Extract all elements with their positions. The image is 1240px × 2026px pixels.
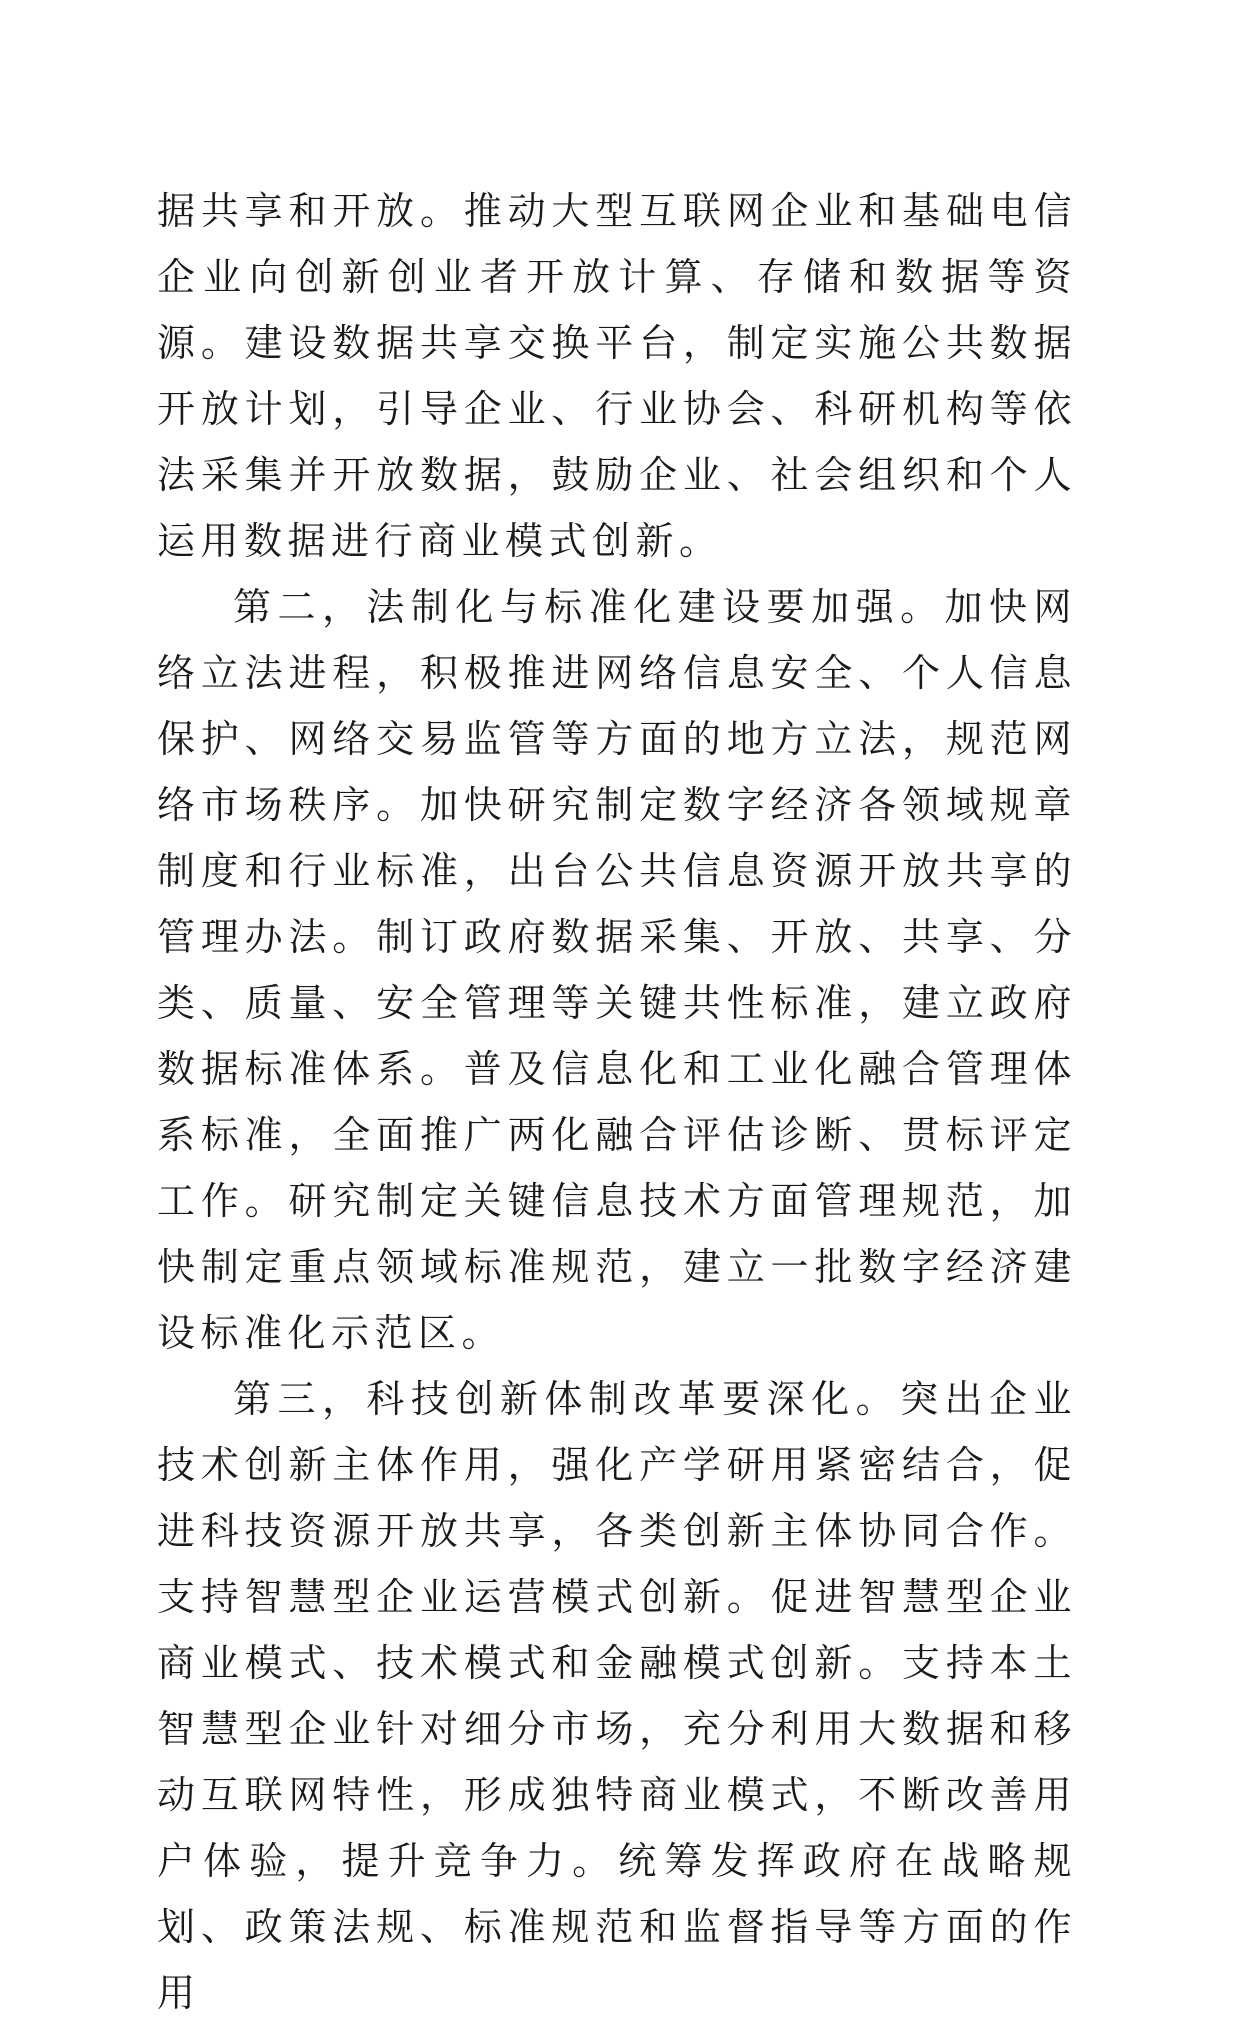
paragraph-tech-innovation-reform: 第三，科技创新体制改革要深化。突出企业技术创新主体作用，强化产学研用紧密结合，促进科技资源开放共享，各类创新主体协同合作。支持智慧型企业运营模式创新。促进智慧型企业商业模式、技术模式和金融模式创新。支持本土智慧型企业针对细分市场，充分利用大数据和移动互联网特性，形成独特商业模式，不断改善用户体验，提升竞争力。统筹发挥政府在战略规划、政策法规、标准规范和监督指导等方面的作用: [157, 1377, 1077, 2015]
document-body: [157, 178, 1077, 2026]
paragraph-continuation: 据共享和开放。推动大型互联网企业和基础电信企业向创新创业者开放计算、存储和数据等资源。建设数据共享交换平台，制定实施公共数据开放计划，引导企业、行业协会、科研机构等依法采集并开放数据，鼓励企业、社会组织和个人运用数据进行商业模式创新。: [157, 189, 1077, 563]
paragraph-legal-standardization: 第二，法制化与标准化建设要加强。加快网络立法进程，积极推进网络信息安全、个人信息保护、网络交易监管等方面的地方立法，规范网络市场秩序。加快研究制定数字经济各领域规章制度和行业标准，出台公共信息资源开放共享的管理办法。制订政府数据采集、开放、共享、分类、质量、安全管理等关键共性标准，建立政府数据标准体系。普及信息化和工业化融合管理体系标准，全面推广两化融合评估诊断、贯标评定工作。研究制定关键信息技术方面管理规范，加快制定重点领域标准规范，建立一批数字经济建设标准化示范区。: [157, 585, 1077, 1355]
